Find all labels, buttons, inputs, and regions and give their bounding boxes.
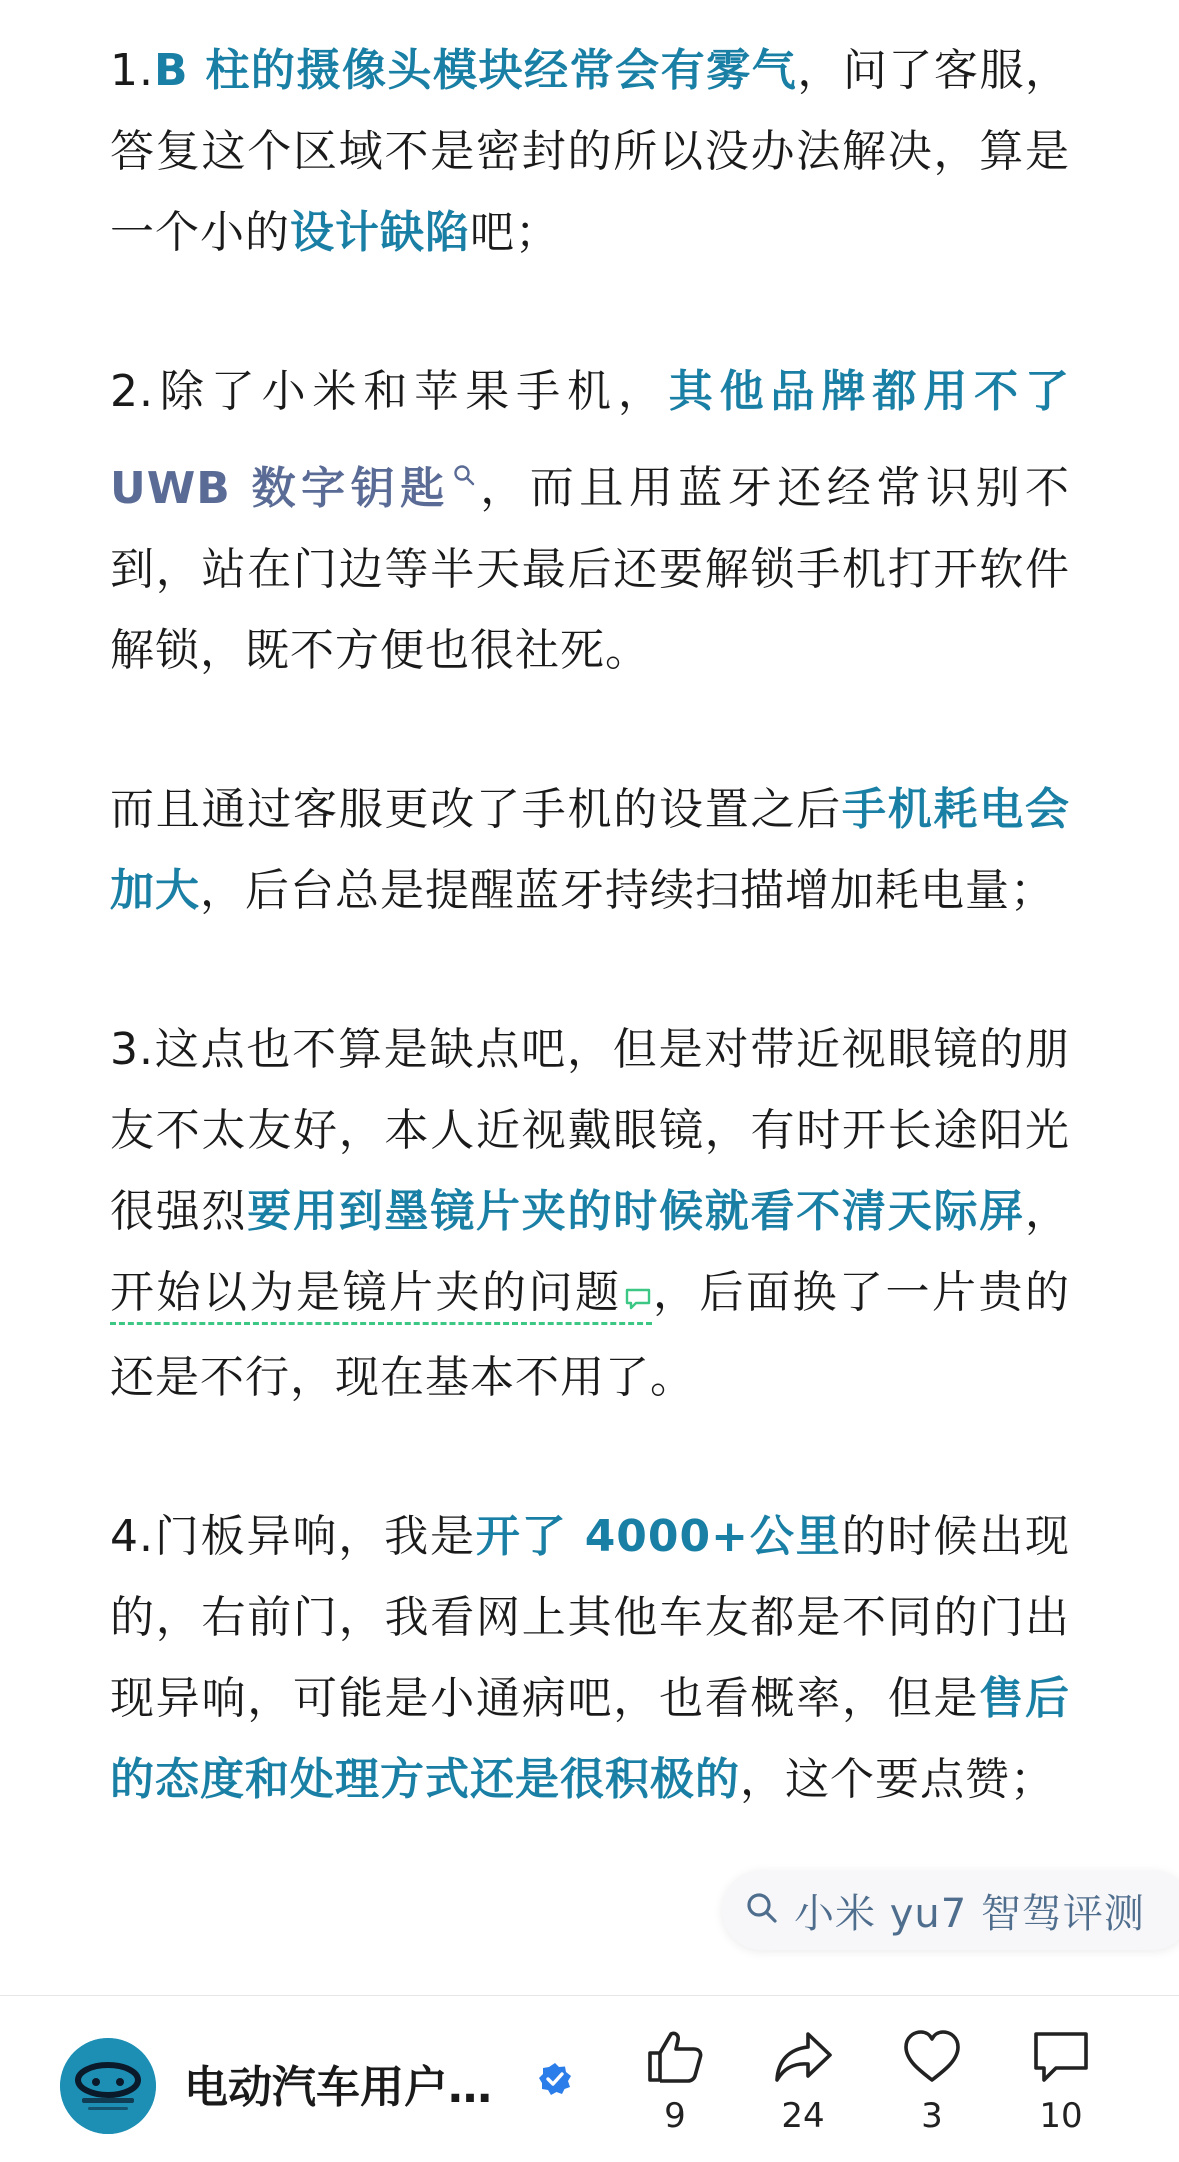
comment-bubble-icon[interactable] (624, 1256, 652, 1337)
paragraph-2 (110, 351, 1070, 691)
share-count: 24 (781, 2096, 825, 2136)
keyword-link-label[interactable]: UWB 数字钥匙 (110, 462, 450, 514)
para5-text-e: ，这个要点赞； (740, 1753, 1055, 1805)
para1-text-e: 吧； (470, 207, 560, 258)
verified-badge-icon (538, 2062, 572, 2100)
comment-annotation-text[interactable]: 开始以为是镜片夹的问题 (110, 1266, 622, 1318)
highlight-sunglass-clip: 要用到墨镜片夹的时候就看不清天际屏 (247, 1185, 1025, 1237)
paragraph-1 (110, 30, 1070, 273)
para1-text-c: ，问了客服，答复这个区域不是密封的所以没办法解决，算是一个小的 (110, 45, 1071, 258)
comment-button[interactable] (1016, 2026, 1106, 2136)
comment-annotation[interactable] (110, 1267, 652, 1325)
comment-icon (1030, 2073, 1092, 2092)
paragraph-3 (110, 769, 1070, 931)
para5-text-a: 4.门板异响，我是 (110, 1510, 476, 1562)
article-body (110, 30, 1070, 1898)
like-button[interactable] (630, 2026, 720, 2136)
highlight-after-sales: 售后的态度和处理方式还是很积极的 (110, 1672, 1070, 1805)
avatar[interactable] (60, 2038, 156, 2134)
search-suggestion-text[interactable]: 小米 yu7 智驾评测 (794, 1890, 1145, 1937)
para2-text-a: 2.除了小米和苹果手机， (110, 366, 669, 417)
para1-text-a: 1. (110, 45, 154, 96)
highlight-mileage: 开了 4000+公里 (475, 1510, 842, 1562)
thumbs-up-icon (644, 2073, 706, 2092)
share-button[interactable] (758, 2026, 848, 2136)
paragraph-4 (110, 1009, 1070, 1418)
paragraph-5 (110, 1496, 1070, 1820)
para4-text-a: 3.这点也不算是缺点吧，但是对带近视眼镜的朋友不太友好，本人近视戴眼镜，有时开长途阳光很强烈 (110, 1023, 1070, 1237)
para2-text-c: ，而且用蓝牙还经常识别不到，站在门边等半天最后还要解锁手机打开软件解锁，既不方便也很社死。 (110, 462, 1070, 676)
comment-count: 10 (1039, 2096, 1083, 2136)
search-icon (452, 432, 476, 513)
para5-text-c: 的时候出现的，右前门，我看网上其他车友都是不同的门出现异响，可能是小通病吧，也看概率，但是 (110, 1510, 1071, 1724)
share-arrow-icon (772, 2073, 834, 2092)
bottom-action-bar (0, 1995, 1179, 2162)
author-name[interactable]: 电动汽车用户… (184, 2062, 492, 2113)
para4-text-e: ，后面换了一片贵的还是不行，现在基本不用了。 (110, 1266, 1070, 1403)
highlight-camera-fog: B 柱的摄像头模块经常会有雾气 (153, 45, 798, 96)
heart-icon (901, 2073, 963, 2092)
favorite-count: 3 (921, 2096, 943, 2136)
highlight-other-brands: 其他品牌都用不了 (668, 366, 1071, 417)
highlight-battery-drain: 手机耗电会加大 (110, 783, 1070, 916)
highlight-design-flaw: 设计缺陷 (290, 207, 470, 258)
search-suggestion-pill[interactable] (722, 1870, 1179, 1950)
search-icon (744, 1890, 780, 1930)
para3-text-c: ，后台总是提醒蓝牙持续扫描增加耗电量； (200, 864, 1055, 916)
para3-text-a: 而且通过客服更改了手机的设置之后 (110, 783, 842, 835)
keyword-link-uwb[interactable] (110, 463, 476, 514)
favorite-button[interactable] (887, 2026, 977, 2136)
para4-text-c: ， (1025, 1185, 1070, 1237)
like-count: 9 (664, 2096, 686, 2136)
